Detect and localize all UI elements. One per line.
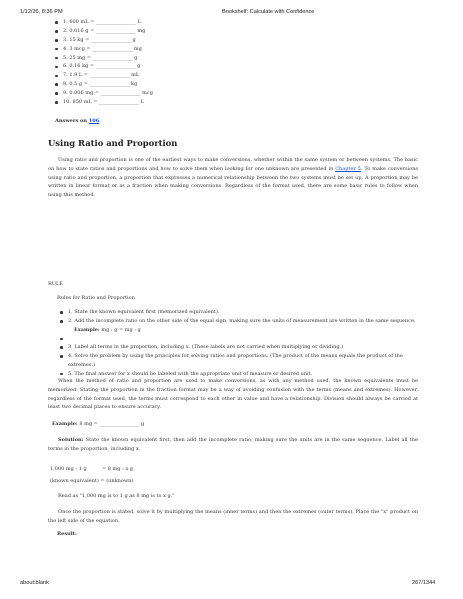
list-item: 2. 0.016 g = ________________ mg bbox=[55, 27, 153, 36]
list-item: 1. State the known equivalent first (memorized equivalent). bbox=[60, 308, 420, 317]
example-text: mg : g = mg : g bbox=[101, 326, 141, 333]
section-title: Using Ratio and Proportion bbox=[48, 138, 178, 148]
list-item: 4. 3 mcg = ________________ mg bbox=[55, 45, 153, 54]
rules-heading: Rules for Ratio and Proportion bbox=[57, 295, 135, 301]
list-item: 4. Solve the problem by using the principles for solving ratios and proportions. (The product of the means equals the product of the extremes.) bbox=[60, 352, 420, 370]
once-paragraph: Once the proportion is stated, solve it by multiplying the means (inner terms) and then the extremes (outer terms). Place the "x" product on the left side of the equation. bbox=[48, 509, 418, 524]
list-item: 5. The final answer for x should be labeled with the appropriate unit of measure or desired unit. bbox=[60, 370, 420, 379]
exercise-list bbox=[55, 18, 153, 107]
example-label: Example: bbox=[52, 421, 78, 427]
answers-label: Answers on bbox=[55, 118, 87, 124]
proportion-left: 1,000 mg : 1 g bbox=[50, 466, 87, 472]
list-item: 6. 0.16 kg = ________________ g bbox=[55, 62, 153, 71]
rule-example bbox=[68, 326, 420, 335]
example-label: Example: bbox=[74, 326, 100, 333]
example-text: 8 mg = ________________ g bbox=[79, 421, 145, 427]
method-paragraph: When the method of ratio and proportion are used to make conversions, as with any method used, the known equivalents must be memorized. Stating the proportion in the fraction format may be a way of avoiding confusion with the terms (means and extremes). However, regardless of the format used, the terms must correspond to each other in value and have a relationship. Division should always be carried at least two decimal places to ensure accuracy. bbox=[48, 378, 418, 411]
intro-text-end: . To make conversions using ratio and proportion, a proportion that expresses a numerical relationship between the two systems must be set up. A proportion may be written in linear format or as a fraction when making conversions. Regardless of the format used, there are some basic rules to follow when using this method. bbox=[48, 165, 418, 199]
answers-link[interactable]: 106 bbox=[88, 118, 100, 124]
list-item bbox=[60, 317, 420, 335]
list-item: 3. Label all terms in the proportion, including x. (These labels are not carried when multiplying or dividing.) bbox=[60, 343, 420, 352]
solution-paragraph bbox=[48, 436, 418, 454]
solution-text: State the known equivalent first, then add the incomplete ratio, making sure the units are in the same sequence. Label all the terms in the proportion, including x. bbox=[48, 437, 419, 452]
rules-list bbox=[60, 308, 420, 378]
header-datetime: 1/12/26, 8:36 PM bbox=[20, 9, 63, 15]
list-item: 1. 600 mL = ________________ L bbox=[55, 18, 153, 27]
list-item: 7. 1.9 L = ________________ mL bbox=[55, 71, 153, 80]
footer-page-count: 267/1344 bbox=[412, 580, 436, 586]
list-item: 9. 0.006 mg = ________________ mcg bbox=[55, 89, 153, 98]
proportion-labels: (known equivalent) = (unknown) bbox=[50, 478, 134, 484]
intro-text-start: Using ratio and proportion is one of the earliest ways to make conversions, whether within the same system or between systems. The basic on how to state ratios and proportions and how to solve them when looking for one unknown are presented in bbox=[48, 157, 418, 172]
answers-line bbox=[55, 117, 99, 126]
list-item: 5. 25 mg = ________________ g bbox=[55, 54, 153, 63]
list-item: 10. 850 mL = ________________ L bbox=[55, 98, 153, 107]
example-line bbox=[52, 420, 144, 429]
list-item: 8. 0.5 g = ________________ kg bbox=[55, 80, 153, 89]
result-label: Result: bbox=[57, 531, 77, 537]
solution-label: Solution: bbox=[58, 437, 84, 443]
list-item: 3. 15 kg = ________________ g bbox=[55, 36, 153, 45]
read-as-text: Read as "1,000 mg is to 1 g as 8 mg is to x g." bbox=[58, 493, 175, 499]
rule-label: RULE bbox=[48, 281, 63, 287]
intro-paragraph bbox=[48, 156, 418, 200]
list-item bbox=[60, 334, 420, 343]
header-title: Bookshelf: Calculate with Confidence bbox=[222, 9, 315, 15]
rule-text: 2. Add the incomplete ratio on the other side of the equal sign, making sure the units of measurement are written in the same sequence. bbox=[68, 317, 416, 324]
chapter-link[interactable]: Chapter 5 bbox=[335, 165, 361, 172]
proportion-right: = 8 mg : x g bbox=[102, 466, 133, 472]
footer-url: about:blank bbox=[20, 580, 49, 586]
